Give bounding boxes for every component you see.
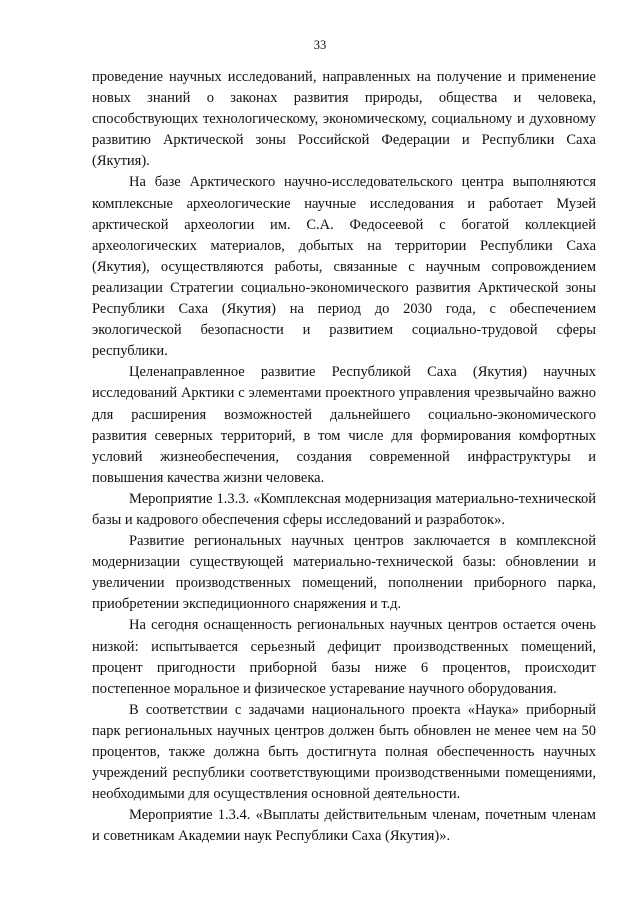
paragraph-arctic-center: На базе Арктического научно-исследовательского центра выполняются комплексные археологические научные исследования и работает Музей арктической археологии им. С.А. Федосеевой с богатой коллекцией археологических материалов, добытых на территории Республики Саха (Якутия), осуществляются работы, связанные с научным сопровождением реализации Стратегии социально-экономического развития Арктической зоны Республики Саха (Якутия) на период до 2030 года, с обеспечением экологической безопасности и развитием социально-трудовой сферы республики.: [92, 174, 596, 360]
document-body: [92, 67, 596, 847]
paragraph-equipment-status: На сегодня оснащенность региональных научных центров остается очень низкой: испытывается серьезный дефицит производственных помещений, процент пригодности приборной базы ниже 6 процентов, происходит постепенное моральное и физическое устаревание научного оборудования.: [92, 617, 596, 697]
paragraph-arctic-research: Целенаправленное развитие Республикой Саха (Якутия) научных исследований Арктики с элементами проектного управления чрезвычайно важно для расширения возможностей дальнейшего социально-экономического развития северных территорий, в том числе для формирования комфортных условий жизнеобеспечения, создания современной инфраструктуры и повышения качества жизни человека.: [92, 364, 596, 486]
paragraph-continuation: проведение научных исследований, направленных на получение и применение новых знаний о законах развития природы, общества и человека, способствующих технологическому, экономическому, социальному и духовному развитию Арктической зоны Российской Федерации и Республики Саха (Якутия).: [92, 69, 596, 170]
paragraph-science-project: В соответствии с задачами национального проекта «Наука» приборный парк региональных научных центров должен быть обновлен не менее чем на 50 процентов, также должна быть достигнута полная обеспеченность научных учреждений республики соответствующими производственными помещениями, необходимыми для осуществления основной деятельности.: [92, 701, 596, 803]
paragraph-measure-1-3-4: Мероприятие 1.3.4. «Выплаты действительным членам, почетным членам и советникам Академии наук Республики Саха (Якутия)».: [92, 807, 596, 845]
paragraph-measure-1-3-3: Мероприятие 1.3.3. «Комплексная модернизация материально-технической базы и кадрового обеспечения сферы исследований и разработок».: [92, 490, 596, 528]
paragraph-regional-centers: Развитие региональных научных центров заключается в комплексной модернизации существующей материально-технической базы: обновлении и увеличении производственных помещений, пополнении приборного парка, приобретении экспедиционного снаряжения и т.д.: [92, 533, 596, 613]
page-number: 33: [313, 38, 327, 52]
